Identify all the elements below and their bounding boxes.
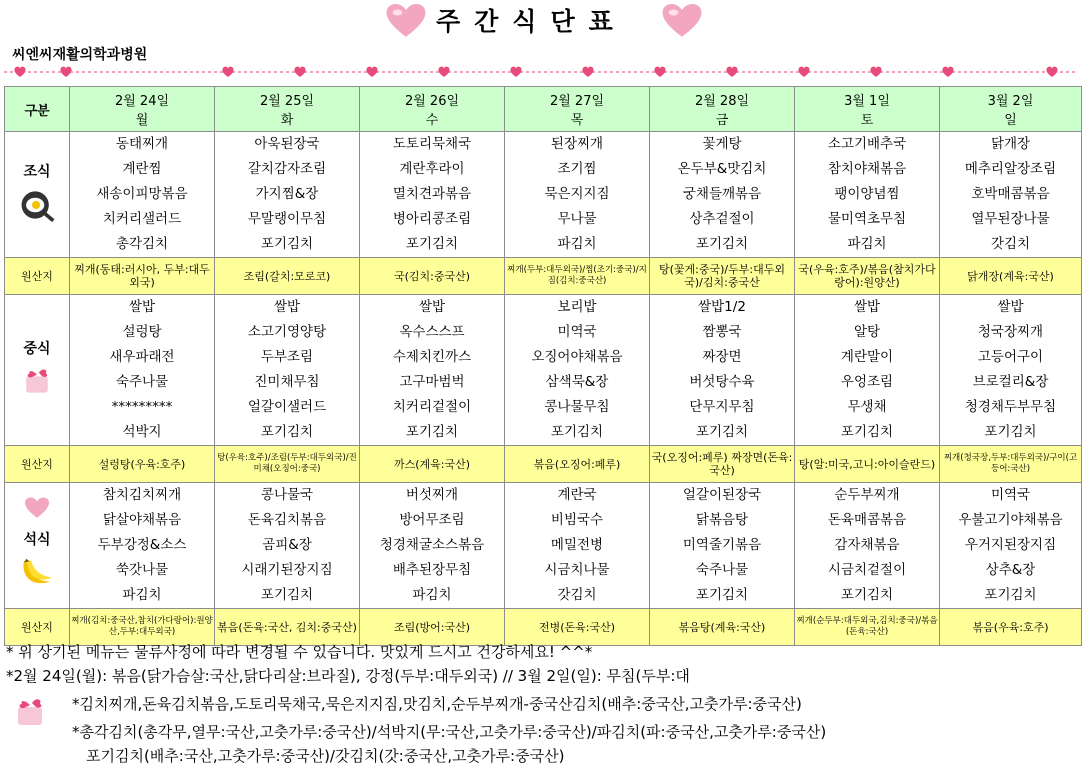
origin-cell: 국(우육:호주)/볶음(참치가다랑어):원양산) bbox=[795, 258, 940, 295]
menu-item: 아욱된장국 bbox=[254, 136, 320, 152]
heart-icon bbox=[25, 497, 49, 523]
menu-item: 단무지무침 bbox=[689, 399, 755, 415]
menu-item: 새송이피망볶음 bbox=[96, 186, 188, 202]
day-weekday: 금 bbox=[715, 113, 729, 128]
menu-item: 계란국 bbox=[557, 487, 597, 503]
origin-cell: 볶음(우육:호주) bbox=[940, 609, 1082, 646]
menu-item: ********* bbox=[111, 399, 173, 415]
day-menu-cell bbox=[215, 483, 360, 609]
menu-item: 돈육매콤볶음 bbox=[827, 512, 907, 528]
day-date: 3월 2일 bbox=[987, 94, 1034, 109]
menu-item: 갓김치 bbox=[990, 236, 1031, 252]
menu-item: 꽃게탕 bbox=[702, 136, 742, 152]
origin-cell: 탕(꽃게:중국)/두부:대두외국)/김치:중국산 bbox=[650, 258, 795, 295]
menu-item: 쑥갓나물 bbox=[115, 562, 169, 578]
origin-cell: 찌개(청국장,두부:대두외국)/구이(고등어:국산) bbox=[940, 446, 1082, 483]
banana-icon bbox=[17, 553, 57, 595]
menu-item: 조기찜 bbox=[557, 161, 597, 177]
origin-cell: 조림(갈치:모로코) bbox=[215, 258, 360, 295]
day-date: 2월 28일 bbox=[694, 94, 750, 109]
menu-item: 두부강정&소스 bbox=[97, 537, 187, 553]
header-row bbox=[5, 87, 1082, 132]
meal-label: 조식 bbox=[23, 163, 51, 180]
menu-item: 총각김치 bbox=[115, 236, 169, 252]
meal-row bbox=[5, 295, 1082, 446]
heart-icon bbox=[510, 67, 521, 77]
menu-item: 상추겉절이 bbox=[689, 211, 755, 227]
menu-item: 계란찜 bbox=[122, 161, 162, 177]
day-date: 2월 26일 bbox=[404, 94, 460, 109]
menu-item: 계란후라이 bbox=[399, 161, 465, 177]
menu-item: 소고기영양탕 bbox=[247, 324, 327, 340]
menu-item: 소고기배추국 bbox=[827, 136, 907, 152]
title-bar bbox=[0, 0, 1082, 40]
menu-item: 포기김치 bbox=[984, 424, 1037, 440]
menu-item: 시금치나물 bbox=[544, 562, 610, 578]
menu-item: 알탕 bbox=[853, 324, 881, 340]
heart-icon bbox=[294, 67, 305, 77]
day-menu-cell bbox=[650, 483, 795, 609]
origin-cell: 전병(돈육:국산) bbox=[505, 609, 650, 646]
menu-item: 두부조림 bbox=[260, 349, 314, 365]
menu-item: 고구마범벅 bbox=[399, 374, 465, 390]
menu-item: 순두부찌개 bbox=[834, 487, 900, 503]
menu-item: 닭개장 bbox=[990, 136, 1031, 152]
menu-item: 메추리알장조림 bbox=[964, 161, 1057, 177]
corner-label: 구분 bbox=[5, 87, 70, 132]
menu-item: 포기김치 bbox=[550, 424, 604, 440]
menu-item: 파김치 bbox=[847, 236, 887, 252]
day-weekday: 화 bbox=[280, 113, 294, 128]
heart-icon bbox=[870, 67, 881, 77]
day-weekday: 일 bbox=[1004, 113, 1017, 128]
day-weekday: 목 bbox=[570, 113, 584, 128]
menu-item: 호박매콤볶음 bbox=[971, 186, 1050, 202]
menu-item: 비빔국수 bbox=[550, 512, 604, 528]
menu-item: 우엉조림 bbox=[840, 374, 894, 390]
menu-item: 고등어구이 bbox=[977, 349, 1044, 365]
day-weekday: 월 bbox=[135, 113, 149, 128]
menu-item: 계란말이 bbox=[840, 349, 894, 365]
day-menu-cell bbox=[795, 483, 940, 609]
menu-item: 참치김치찌개 bbox=[102, 487, 182, 503]
menu-item: 궁채들깨볶음 bbox=[682, 186, 762, 202]
origin-cell: 찌개(김치:중국산,참치(가다랑어):원양산,두부:대두외국) bbox=[70, 609, 215, 646]
note-line-5: 포기김치(배추:국산,고춧가루:중국산)/갓김치(갓:중국산,고춧가루:중국산) bbox=[86, 747, 565, 765]
heart-icon bbox=[654, 67, 665, 77]
menu-item: 방어무조림 bbox=[399, 512, 465, 528]
day-menu-cell bbox=[940, 483, 1082, 609]
day-header bbox=[360, 87, 505, 132]
heart-icon bbox=[582, 67, 593, 77]
day-header bbox=[70, 87, 215, 132]
origin-cell: 찌개(두부:대두외국)/찜(조기:중국)/지짐(김치:중국산) bbox=[505, 258, 650, 295]
day-menu-cell bbox=[70, 132, 215, 258]
menu-item: 우불고기야채볶음 bbox=[958, 512, 1063, 528]
menu-item: 우거지된장지짐 bbox=[964, 537, 1057, 553]
menu-item: 시금치겉절이 bbox=[827, 562, 907, 578]
day-header bbox=[215, 87, 360, 132]
menu-item: 포기김치 bbox=[840, 424, 894, 440]
origin-cell: 국(오징어:페루) 짜장면(돈육:국산) bbox=[650, 446, 795, 483]
day-menu-cell bbox=[940, 295, 1082, 446]
origin-label: 원산지 bbox=[5, 446, 70, 483]
menu-item: 포기김치 bbox=[405, 424, 459, 440]
origin-row bbox=[5, 446, 1082, 483]
menu-item: 버섯탕수육 bbox=[689, 374, 755, 390]
origin-cell: 탕(알:미국,고니:아이슬란드) bbox=[795, 446, 940, 483]
menu-item: 치커리겉절이 bbox=[392, 399, 472, 415]
day-menu-cell bbox=[70, 295, 215, 446]
menu-item: 진미채무침 bbox=[254, 374, 320, 390]
menu-item: 포기김치 bbox=[695, 236, 749, 252]
menu-item: 쌀밥 bbox=[997, 299, 1024, 315]
menu-table bbox=[4, 86, 1082, 646]
origin-cell: 볶음탕(계육:국산) bbox=[650, 609, 795, 646]
menu-item: 무생채 bbox=[847, 399, 887, 415]
menu-item: 얼갈이된장국 bbox=[682, 487, 762, 503]
origin-label: 원산지 bbox=[5, 609, 70, 646]
heart-icon bbox=[366, 67, 377, 77]
day-menu-cell bbox=[215, 132, 360, 258]
day-menu-cell bbox=[650, 295, 795, 446]
origin-cell: 찌개(순두부:대두외국,김치:중국)/볶음(돈육:국산) bbox=[795, 609, 940, 646]
origin-cell: 볶음(오징어:페루) bbox=[505, 446, 650, 483]
menu-item: 치커리샐러드 bbox=[102, 211, 182, 227]
note-line-3: *김치찌개,돈육김치볶음,도토리묵채국,묵은지지짐,맛김치,순두부찌개-중국산김치(배추:중국산,고춧가루:중국산) bbox=[72, 695, 802, 713]
menu-item: 갈치감자조림 bbox=[247, 161, 327, 177]
heart-ribbon bbox=[0, 63, 1082, 81]
menu-item: 된장찌개 bbox=[550, 136, 604, 152]
origin-cell: 설렁탕(우육:호주) bbox=[70, 446, 215, 483]
meal-label: 석식 bbox=[23, 531, 51, 548]
menu-item: 무나물 bbox=[557, 211, 597, 227]
day-date: 2월 27일 bbox=[549, 94, 605, 109]
menu-item: 청국장찌개 bbox=[977, 324, 1044, 340]
menu-item: 수제치킨까스 bbox=[392, 349, 472, 365]
day-menu-cell bbox=[940, 132, 1082, 258]
day-menu-cell bbox=[505, 132, 650, 258]
menu-item: 닭볶음탕 bbox=[695, 512, 749, 528]
meal-row bbox=[5, 483, 1082, 609]
day-date: 2월 25일 bbox=[259, 94, 315, 109]
menu-item: 미역줄기볶음 bbox=[682, 537, 762, 553]
menu-item: 짬뽕국 bbox=[702, 324, 742, 340]
heart-icon bbox=[222, 67, 233, 77]
page-title: 주간식단표 bbox=[436, 7, 627, 36]
origin-cell: 닭개장(계육:국산) bbox=[940, 258, 1082, 295]
heart-icon bbox=[386, 4, 426, 38]
menu-item: 포기김치 bbox=[695, 424, 749, 440]
menu-item: 새우파래전 bbox=[109, 349, 175, 365]
meal-label: 중식 bbox=[23, 341, 51, 357]
day-date: 2월 24일 bbox=[114, 94, 170, 109]
menu-item: 돈육김치볶음 bbox=[247, 512, 327, 528]
menu-item: 보리밥 bbox=[557, 299, 597, 315]
menu-item: 포기김치 bbox=[405, 236, 459, 252]
origin-cell: 국(김치:중국산) bbox=[360, 258, 505, 295]
day-weekday: 토 bbox=[860, 113, 874, 128]
menu-item: 상추&장 bbox=[985, 562, 1036, 578]
note-line-4: *총각김치(총각무,열무:국산,고춧가루:중국산)/석박지(무:국산,고춧가루:중국산)/파김치(파:중국산,고춧가루:중국산) bbox=[72, 723, 827, 741]
day-menu-cell bbox=[795, 132, 940, 258]
menu-item: 청경채굴소스볶음 bbox=[379, 537, 485, 553]
day-header bbox=[650, 87, 795, 132]
note-line-2: *2월 24일(월): 볶음(닭가슴살:국산,닭다리살:브라질), 강정(두부:대두외국) // 3월 2일(일): 무침(두부:대 bbox=[6, 667, 690, 685]
menu-item: 포기김치 bbox=[260, 587, 314, 603]
menu-item: 얼갈이샐러드 bbox=[247, 399, 327, 415]
gift-heart-icon bbox=[10, 691, 50, 731]
frying-pan-egg-icon bbox=[17, 185, 57, 229]
menu-item: 콩나물무침 bbox=[544, 399, 610, 415]
menu-item: 쌀밥 bbox=[853, 299, 881, 315]
menu-item: 메밀전병 bbox=[550, 537, 604, 553]
menu-item: 온두부&맛김치 bbox=[677, 161, 767, 177]
origin-cell: 까스(계육:국산) bbox=[360, 446, 505, 483]
menu-item: 갓김치 bbox=[557, 587, 597, 603]
menu-item: 병아리콩조림 bbox=[392, 211, 472, 227]
menu-item: 포기김치 bbox=[840, 587, 894, 603]
note-line-1: * 위 상기된 메뉴는 물류사정에 따라 변경될 수 있습니다. 맛있게 드시고 건강하세요! ^^* bbox=[6, 643, 593, 661]
menu-item: 숙주나물 bbox=[115, 374, 169, 390]
menu-item: 석박지 bbox=[122, 424, 162, 440]
menu-item: 무말랭이무침 bbox=[247, 211, 327, 227]
menu-item: 열무된장나물 bbox=[971, 211, 1050, 227]
menu-item: 숙주나물 bbox=[695, 562, 749, 578]
menu-item: 쌀밥1/2 bbox=[698, 299, 746, 315]
menu-item: 물미역초무침 bbox=[827, 211, 907, 227]
day-menu-cell bbox=[360, 132, 505, 258]
heart-icon bbox=[1046, 67, 1057, 77]
menu-item: 옥수스스프 bbox=[399, 324, 465, 340]
menu-item: 포기김치 bbox=[260, 424, 314, 440]
menu-item: 묵은지지짐 bbox=[544, 186, 610, 202]
menu-item: 파김치 bbox=[412, 587, 452, 603]
menu-item: 배추된장무침 bbox=[392, 562, 472, 578]
menu-item: 팽이양념찜 bbox=[834, 186, 900, 202]
heart-icon bbox=[438, 67, 449, 77]
day-menu-cell bbox=[505, 295, 650, 446]
origin-row bbox=[5, 609, 1082, 646]
menu-item: 포기김치 bbox=[695, 587, 749, 603]
gift-heart-icon bbox=[17, 362, 57, 402]
menu-item: 쌀밥 bbox=[128, 299, 156, 315]
day-menu-cell bbox=[360, 483, 505, 609]
day-menu-cell bbox=[360, 295, 505, 446]
menu-item: 삼색묵&장 bbox=[545, 374, 609, 390]
menu-item: 포기김치 bbox=[984, 587, 1037, 603]
menu-item: 참치야채볶음 bbox=[827, 161, 907, 177]
hospital-name: 씨엔씨재활의학과병원 bbox=[12, 47, 148, 63]
day-header bbox=[940, 87, 1082, 132]
origin-row bbox=[5, 258, 1082, 295]
origin-cell: 찌개(동태:러시아, 두부:대두외국) bbox=[70, 258, 215, 295]
day-menu-cell bbox=[795, 295, 940, 446]
menu-item: 감자채볶음 bbox=[834, 537, 900, 553]
menu-item: 가지찜&장 bbox=[255, 186, 319, 202]
menu-item: 멸치견과볶음 bbox=[392, 186, 472, 202]
menu-item: 짜장면 bbox=[702, 349, 742, 365]
menu-item: 곰피&장 bbox=[262, 537, 312, 553]
day-header bbox=[505, 87, 650, 132]
day-weekday: 수 bbox=[425, 113, 439, 128]
origin-cell: 조림(방어:국산) bbox=[360, 609, 505, 646]
heart-icon bbox=[662, 4, 702, 38]
menu-item: 파김치 bbox=[122, 587, 162, 603]
menu-item: 청경채두부무침 bbox=[964, 399, 1057, 415]
day-menu-cell bbox=[650, 132, 795, 258]
day-menu-cell bbox=[215, 295, 360, 446]
menu-item: 동태찌개 bbox=[115, 136, 169, 152]
meal-label-cell bbox=[5, 295, 70, 446]
menu-item: 버섯찌개 bbox=[405, 487, 459, 503]
origin-label: 원산지 bbox=[5, 258, 70, 295]
menu-item: 브로컬리&장 bbox=[972, 374, 1049, 390]
menu-item: 미역국 bbox=[990, 487, 1031, 503]
day-menu-cell bbox=[505, 483, 650, 609]
menu-item: 닭살야채볶음 bbox=[102, 512, 182, 528]
menu-item: 파김치 bbox=[557, 236, 597, 252]
menu-item: 설렁탕 bbox=[122, 324, 162, 340]
heart-icon bbox=[798, 67, 809, 77]
menu-item: 도토리묵채국 bbox=[392, 136, 472, 152]
heart-icon bbox=[942, 67, 953, 77]
meal-label-cell bbox=[5, 132, 70, 258]
meal-row bbox=[5, 132, 1082, 258]
menu-item: 오징어야채볶음 bbox=[531, 349, 623, 365]
menu-item: 시래기된장지짐 bbox=[241, 562, 333, 578]
day-date: 3월 1일 bbox=[844, 94, 890, 109]
origin-cell: 탕(우육:호주)/조림(두부:대두외국)/진미채(오징어:중국) bbox=[215, 446, 360, 483]
menu-item: 쌀밥 bbox=[418, 299, 446, 315]
day-menu-cell bbox=[70, 483, 215, 609]
meal-label-cell bbox=[5, 483, 70, 609]
menu-item: 쌀밥 bbox=[273, 299, 301, 315]
menu-item: 포기김치 bbox=[260, 236, 314, 252]
origin-cell: 볶음(돈육:국산, 김치:중국산) bbox=[215, 609, 360, 646]
heart-icon bbox=[726, 67, 737, 77]
menu-item: 미역국 bbox=[557, 324, 597, 340]
day-header bbox=[795, 87, 940, 132]
heart-icon bbox=[60, 67, 71, 77]
heart-icon bbox=[14, 67, 25, 77]
menu-item: 콩나물국 bbox=[260, 487, 314, 503]
